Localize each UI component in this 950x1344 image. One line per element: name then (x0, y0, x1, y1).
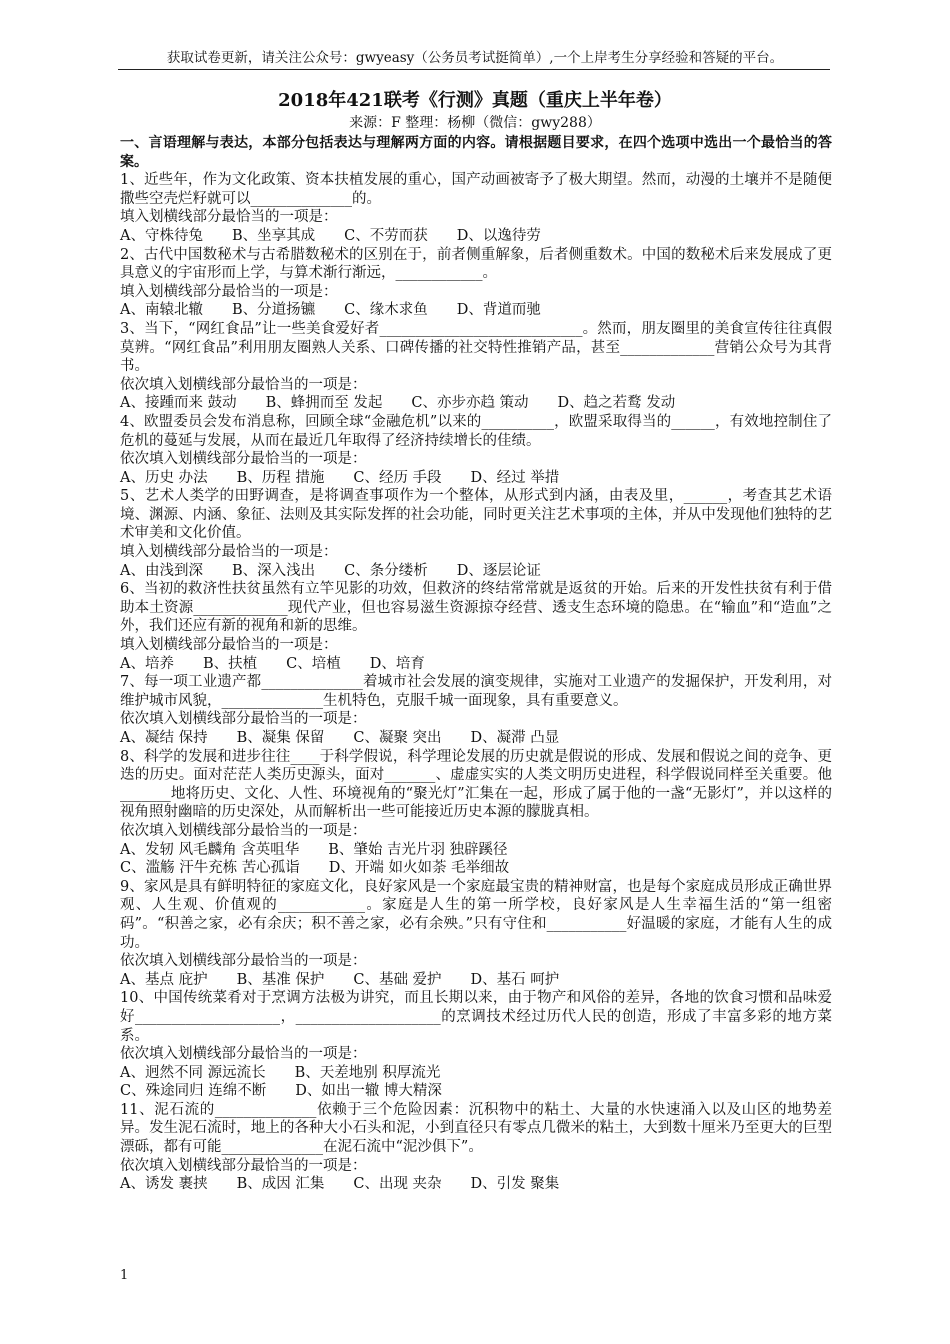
question-4-stem: 4、欧盟委员会发布消息称，回顾全球“金融危机”以来的__________，欧盟采取得当的______，有效地控制住了危机的蔓延与发展，从而在最近几年取得了经济持续增长的佳绩。 (120, 413, 832, 449)
question-11-options: A、诱发 裹挟 B、成因 汇集 C、出现 夹杂 D、引发 聚集 (120, 1176, 560, 1193)
question-8-prompt: 依次填入划横线部分最恰当的一项是： (120, 822, 367, 839)
question-11-prompt: 依次填入划横线部分最恰当的一项是： (120, 1157, 367, 1174)
question-2-stem: 2、古代中国数秘术与古希腊数秘术的区别在于，前者侧重解象，后者侧重数术。中国的数秘术后来发展成了更具意义的宇宙形而上学，与算术渐行渐远，____________。 (120, 246, 832, 282)
question-2-prompt: 填入划横线部分最恰当的一项是： (120, 283, 338, 300)
question-3-stem: 3、当下，“网红食品”让一些美食爱好者____________________________。然而，朋友圈里的美食宣传往往真假莫辨。“网红食品”利用朋友圈熟人关系、口碑传播的社交特性推销产品，甚至_____________营销公众号为其背书。 (120, 320, 832, 375)
question-5-prompt: 填入划横线部分最恰当的一项是： (120, 544, 338, 561)
question-9-prompt: 依次填入划横线部分最恰当的一项是： (120, 953, 367, 970)
header-divider (118, 69, 830, 70)
question-9-stem: 9、家风是具有鲜明特征的家庭文化，良好家风是一个家庭最宝贵的精神财富，也是每个家庭成员形成正确世界观、人生观、价值观的____________。家庭是人生的第一所学校，良好家风是人生幸福生活的“第一组密码”。“积善之家，必有余庆；积不善之家，必有余殃。”只有守住和___________好温暖的家庭，才能有人生的成功。 (120, 878, 832, 951)
question-1-prompt: 填入划横线部分最恰当的一项是： (120, 209, 338, 226)
question-6-options: A、培养 B、扶植 C、培植 D、培育 (120, 655, 425, 672)
question-8-options-cd: C、滥觞 汗牛充栋 苦心孤诣 D、开端 如火如荼 毛举细故 (120, 860, 510, 877)
question-1-options: A、守株待兔 B、坐享其成 C、不劳而获 D、以逸待劳 (120, 227, 541, 244)
question-10-options-ab: A、迥然不同 源远流长 B、天差地别 积厚流光 (120, 1064, 441, 1081)
header-note: 获取试卷更新，请关注公众号：gwyeasy（公务员考试挺简单）,一个上岸考生分享经验和答疑的平台。 (166, 50, 784, 66)
question-10-prompt: 依次填入划横线部分最恰当的一项是： (120, 1046, 367, 1063)
document-body (120, 134, 832, 1194)
question-5-options: A、由浅到深 B、深入浅出 C、条分缕析 D、逐层论证 (120, 562, 541, 579)
question-4-options: A、历史 办法 B、历程 措施 C、经历 手段 D、经过 举措 (120, 469, 560, 486)
question-5-stem: 5、艺术人类学的田野调查，是将调查事项作为一个整体，从形式到内涵，由表及里，______，考查其艺术语境、渊源、内涵、象征、法则及其实际发挥的社会功能，同时更关注艺术事项的主体，并从中发现他们独特的艺术审美和文化价值。 (120, 488, 832, 542)
question-3-options: A、接踵而来 鼓动 B、蜂拥而至 发起 C、亦步亦趋 策动 D、趋之若鹜 发动 (120, 395, 676, 412)
question-11-stem: 11、泥石流的______________依赖于三个危险因素：沉积物中的粘土、大量的水快速涌入以及山区的地势差异。发生泥石流时，地上的各种大小石头和泥，小到直径只有零点几微米的粘土，大到数十厘米乃至更大的巨型漂砾，都有可能______________在泥石流中“泥沙俱下”。 (120, 1101, 832, 1156)
question-8-options-ab: A、发轫 风毛麟角 含英咀华 B、肇始 吉光片羽 独辟蹊径 (120, 841, 508, 858)
question-4-prompt: 依次填入划横线部分最恰当的一项是： (120, 451, 367, 468)
question-7-prompt: 依次填入划横线部分最恰当的一项是： (120, 711, 367, 728)
question-3-prompt: 依次填入划横线部分最恰当的一项是： (120, 376, 367, 393)
question-10-stem: 10、中国传统菜肴对于烹调方法极为讲究，而且长期以来，由于物产和风俗的差异，各地的饮食习惯和品味爱好____________________，____________________的烹调技术经过历代人民的创造，形成了丰富多彩的地方菜系。 (120, 990, 832, 1044)
question-7-options: A、凝结 保持 B、凝集 保留 C、凝聚 突出 D、凝滞 凸显 (120, 730, 560, 746)
section-heading: 一、言语理解与表达，本部分包括表达与理解两方面的内容。请根据题目要求，在四个选项中选出一个最恰当的答案。 (120, 135, 832, 170)
document-source: 来源：F 整理：杨柳（微信：gwy288） (349, 115, 601, 131)
question-1-stem: 1、近些年，作为文化政策、资本扶植发展的重心，国产动画被寄予了极大期望。然而，动漫的土壤并不是随便撒些空壳烂籽就可以______________的。 (120, 172, 832, 207)
question-2-options: A、南辕北辙 B、分道扬镳 C、缘木求鱼 D、背道而驰 (120, 302, 541, 319)
page-number: 1 (120, 1268, 129, 1283)
question-7-stem: 7、每一项工业遗产都______________着城市社会发展的演变规律，实施对工业遗产的发掘保护，开发利用，对维护城市风貌，______________生机特色，克服千城一面现象，具有重要意义。 (120, 674, 832, 709)
question-8-stem: 8、科学的发展和进步往往____于科学假说，科学理论发展的历史就是假说的形成、发展和假说之间的竞争、更迭的历史。面对茫茫人类历史源头，面对_______、虚虚实实的人类文明历史进程，科学假说同样至关重要。他_______地将历史、文化、人性、环境视角的“聚光灯”汇集在一起，形成了属于他的一盏“无影灯”，并以这样的视角照射幽暗的历史深处，从而解析出一些可能接近历史本源的朦胧真相。 (120, 748, 832, 821)
question-9-options: A、基点 庇护 B、基准 保护 C、基础 爱护 D、基石 呵护 (120, 971, 560, 988)
document-title: 2018年421联考《行测》真题（重庆上半年卷） (278, 90, 672, 111)
question-10-options-cd: C、殊途同归 连绵不断 D、如出一辙 博大精深 (120, 1083, 442, 1100)
question-6-stem: 6、当初的救济性扶贫虽然有立竿见影的功效，但救济的终结常常就是返贫的开始。后来的开发性扶贫有利于借助本土资源_____________现代产业，但也容易滋生资源掠夺经营、透支生态环境的隐患。在“输血”和“造血”之外，我们还应有新的视角和新的思维。 (120, 581, 832, 635)
question-6-prompt: 填入划横线部分最恰当的一项是： (120, 637, 338, 654)
